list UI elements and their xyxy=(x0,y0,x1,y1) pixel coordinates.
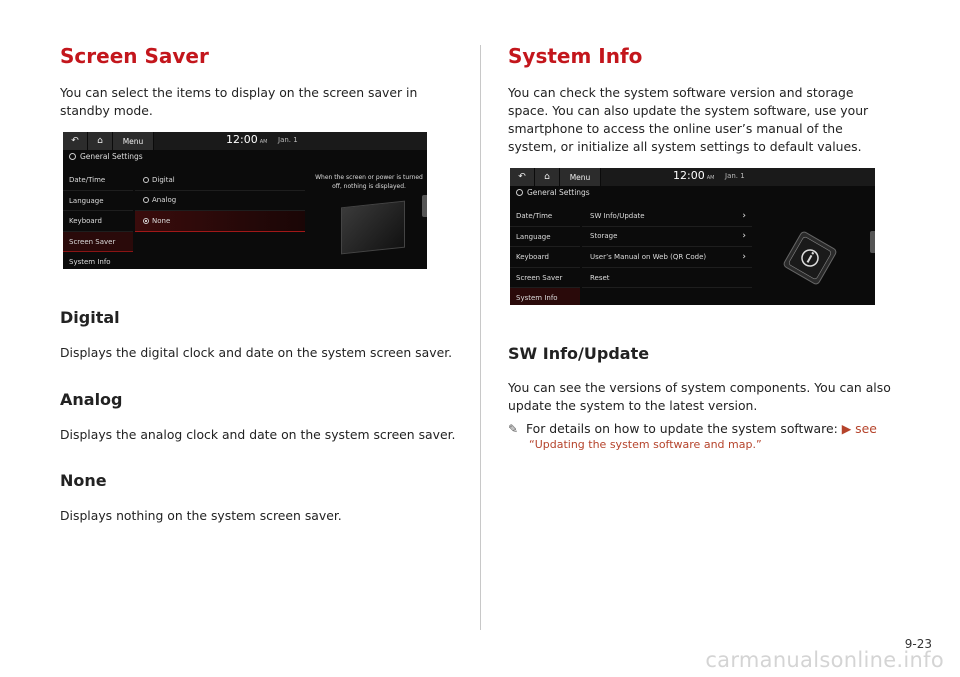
item-label: SW Info/Update xyxy=(590,211,645,220)
system-info-screenshot xyxy=(510,168,875,305)
general-settings-header xyxy=(69,152,143,161)
watermark: carmanualsonline.info xyxy=(705,648,944,672)
screen-saver-screenshot xyxy=(63,132,427,269)
option-analog[interactable] xyxy=(135,191,305,212)
item-users-manual[interactable] xyxy=(582,247,752,268)
option-label: Digital xyxy=(152,175,175,184)
screen-saver-title: Screen Saver xyxy=(60,44,209,68)
info-chip-image xyxy=(780,228,840,288)
digital-heading: Digital xyxy=(60,308,120,327)
screen-preview-image xyxy=(341,201,405,255)
home-icon[interactable]: ⌂ xyxy=(88,132,113,150)
digital-text: Displays the digital clock and date on the system screen saver. xyxy=(60,345,453,360)
clock xyxy=(673,169,714,182)
item-reset[interactable] xyxy=(582,268,752,289)
screen-saver-intro: You can select the items to display on the screen saver in standby mode. xyxy=(60,85,418,118)
sidebar-item-screen-saver[interactable]: Screen Saver xyxy=(63,232,133,253)
side-handle[interactable] xyxy=(422,195,427,217)
column-divider xyxy=(480,45,481,630)
item-label: User’s Manual on Web (QR Code) xyxy=(590,252,707,261)
chevron-right-icon: › xyxy=(742,251,746,262)
back-arrow-icon[interactable]: ↶ xyxy=(63,132,88,150)
clock-am: AM xyxy=(706,175,715,181)
sidebar-item-system-info[interactable]: System Info xyxy=(510,288,580,305)
date: Jan. 1 xyxy=(725,172,745,180)
footnote-reference[interactable]: “Updating the system software and map.” xyxy=(529,438,762,451)
footnote xyxy=(508,421,898,451)
menu-button[interactable]: Menu xyxy=(113,132,154,150)
sidebar-item-date-time[interactable]: Date/Time xyxy=(510,206,580,227)
item-label: Storage xyxy=(590,232,618,241)
note-icon: ✎ xyxy=(508,422,519,436)
option-label: None xyxy=(152,216,171,225)
system-info-title: System Info xyxy=(508,44,643,68)
sidebar-item-language[interactable]: Language xyxy=(510,227,580,248)
system-info-items xyxy=(582,206,752,288)
page-number: 9-23 xyxy=(904,637,932,651)
general-settings-header xyxy=(516,188,590,197)
clock-time: 12:00 xyxy=(226,133,258,146)
sw-info-text: You can see the versions of system components. You can also update the system to the latest version. xyxy=(508,380,891,413)
sidebar-item-system-info[interactable]: System Info xyxy=(63,252,133,269)
sidebar-item-keyboard[interactable]: Keyboard xyxy=(63,211,133,232)
option-none[interactable] xyxy=(135,211,305,232)
sidebar-item-screen-saver[interactable]: Screen Saver xyxy=(510,268,580,289)
clock xyxy=(226,133,267,146)
general-settings-label: General Settings xyxy=(80,152,143,161)
top-bar xyxy=(510,168,875,186)
item-label: Reset xyxy=(590,273,610,282)
item-sw-info-update[interactable] xyxy=(582,206,752,227)
gear-icon xyxy=(516,189,523,196)
clock-am: AM xyxy=(259,139,268,145)
item-storage[interactable] xyxy=(582,227,752,248)
sw-info-heading: SW Info/Update xyxy=(508,344,650,363)
radio-icon xyxy=(143,177,149,183)
home-icon[interactable]: ⌂ xyxy=(535,168,560,186)
clock-time: 12:00 xyxy=(673,169,705,182)
preview-note: When the screen or power is turned off, nothing is displayed. xyxy=(315,174,423,190)
none-text: Displays nothing on the system screen saver. xyxy=(60,508,342,523)
sidebar-item-language[interactable]: Language xyxy=(63,191,133,212)
analog-heading: Analog xyxy=(60,390,123,409)
sidebar-item-keyboard[interactable]: Keyboard xyxy=(510,247,580,268)
screen-saver-options xyxy=(135,170,305,232)
settings-sidebar xyxy=(63,170,133,269)
date: Jan. 1 xyxy=(278,136,298,144)
chevron-right-icon: › xyxy=(742,210,746,221)
radio-selected-icon xyxy=(143,218,149,224)
menu-button[interactable]: Menu xyxy=(560,168,601,186)
settings-sidebar xyxy=(510,206,580,305)
footnote-text: For details on how to update the system software: xyxy=(526,421,838,436)
radio-icon xyxy=(143,197,149,203)
none-heading: None xyxy=(60,471,107,490)
back-arrow-icon[interactable]: ↶ xyxy=(510,168,535,186)
system-info-intro: You can check the system software version and storage space. You can also update the system software, use your smartphone to access the online user’s manual of the system, or initialize all system settings to default values. xyxy=(508,85,869,154)
sidebar-item-date-time[interactable]: Date/Time xyxy=(63,170,133,191)
side-handle[interactable] xyxy=(870,231,875,253)
top-bar xyxy=(63,132,427,150)
chevron-right-icon: › xyxy=(742,231,746,242)
analog-text: Displays the analog clock and date on the system screen saver. xyxy=(60,427,456,442)
gear-icon xyxy=(69,153,76,160)
option-label: Analog xyxy=(152,196,177,205)
option-digital[interactable] xyxy=(135,170,305,191)
general-settings-label: General Settings xyxy=(527,188,590,197)
see-link[interactable]: ▶ see xyxy=(841,421,877,436)
